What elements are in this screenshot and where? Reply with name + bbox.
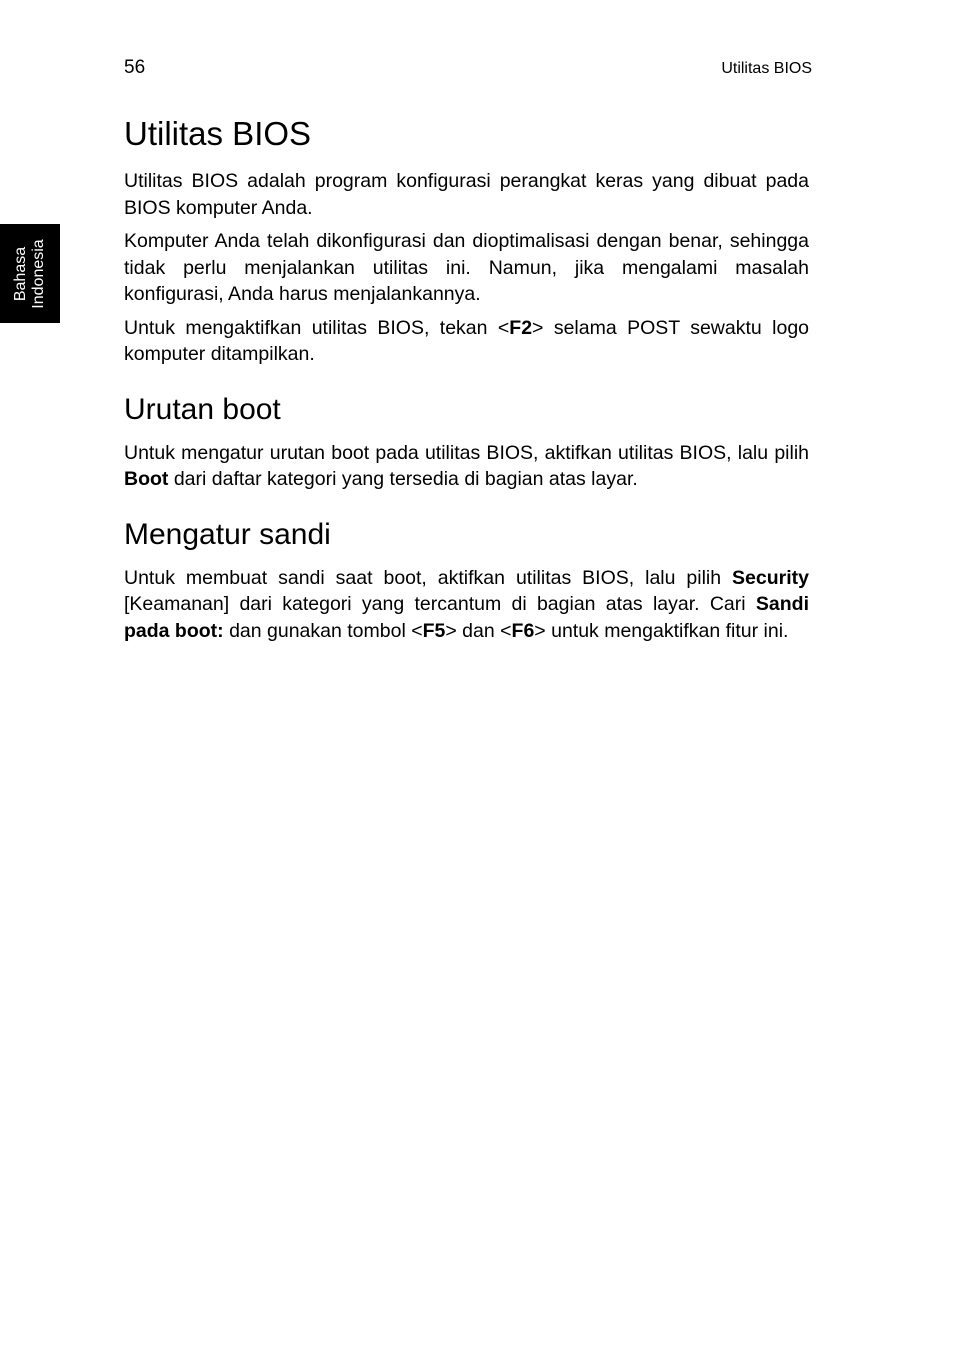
language-tab — [0, 224, 60, 323]
text-run: > dan < — [445, 619, 512, 642]
text-run: > untuk mengaktifkan fitur ini. — [534, 619, 789, 642]
paragraph-set-password — [124, 565, 809, 645]
section-title-utilitas-bios: Utilitas BIOS — [124, 115, 312, 152]
term-security: Security — [732, 566, 809, 589]
language-tab-label — [12, 239, 48, 308]
paragraph-boot-order — [124, 440, 809, 493]
paragraph-bios-intro: Utilitas BIOS adalah program konfigurasi perangkat keras yang dibuat pada BIOS komputer Anda. — [124, 170, 809, 219]
language-tab-line2: Indonesia — [30, 238, 47, 309]
key-f5: F5 — [422, 619, 446, 642]
term-sandi-pada-boot: Sandi pada boot: — [124, 593, 809, 642]
key-f2: F2 — [509, 316, 533, 339]
text-run: dari daftar kategori yang tersedia di bagian atas layar. — [168, 468, 638, 490]
text-run: Untuk membuat sandi saat boot, aktifkan utilitas BIOS, lalu pilih — [124, 566, 733, 589]
text-run: > selama POST sewaktu logo komputer ditampilkan. — [124, 316, 810, 365]
paragraph-bios-configured: Komputer Anda telah dikonfigurasi dan dioptimalisasi dengan benar, sehingga tidak perlu menjalankan utilitas ini. Namun, jika mengalami masalah konfigurasi, Anda harus menjalankannya. — [124, 230, 809, 305]
term-boot: Boot — [124, 468, 169, 490]
running-header: Utilitas BIOS — [721, 60, 812, 77]
section-title-urutan-boot: Urutan boot — [124, 392, 281, 426]
text-run: Untuk mengatur urutan boot pada utilitas BIOS, aktifkan utilitas BIOS, lalu pilih — [124, 441, 809, 464]
key-f6: F6 — [511, 619, 535, 642]
text-run: dan gunakan tombol < — [223, 619, 423, 642]
page-number: 56 — [124, 57, 146, 78]
section-title-mengatur-sandi: Mengatur sandi — [124, 517, 331, 551]
text-run: [Keamanan] dari kategori yang tercantum di bagian atas layar. Cari — [124, 593, 756, 615]
paragraph-bios-activate — [124, 315, 809, 368]
language-tab-line1: Bahasa — [12, 246, 29, 301]
text-run: Untuk mengaktifkan utilitas BIOS, tekan < — [124, 316, 510, 339]
page-content — [124, 112, 809, 651]
